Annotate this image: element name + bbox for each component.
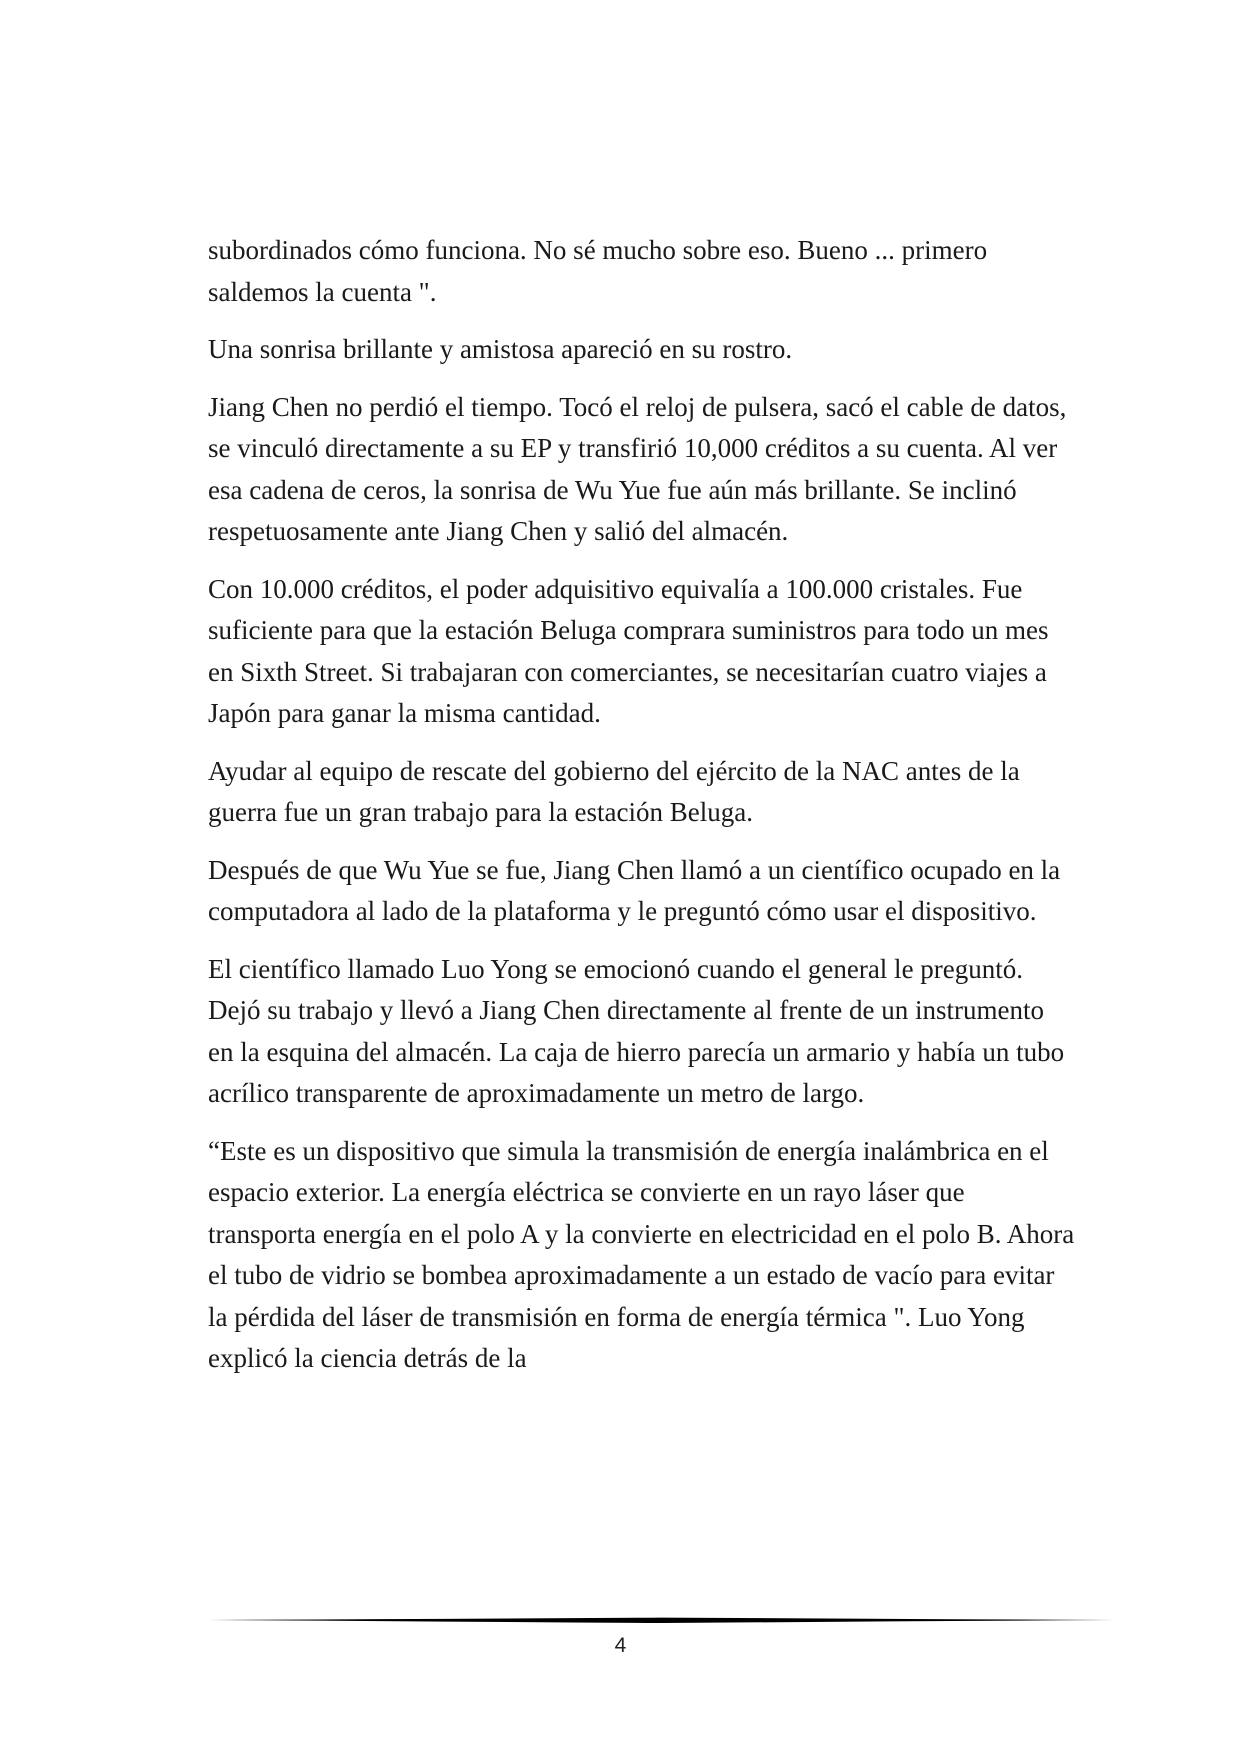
paragraph-1: subordinados cómo funciona. No sé mucho sobre eso. Bueno ... primero saldemos la cuenta ".: [208, 235, 988, 307]
paragraph-8: “Este es un dispositivo que simula la transmisión de energía inalámbrica en el espacio exterior. La energía eléctrica se convierte en un rayo láser que transporta energía en el polo A y la convierte en electricidad en el polo B. Ahora el tubo de vidrio se bombea aproximadamente a un estado de vacío para evitar la pérdida del láser de transmisión en forma de energía térmica ". Luo Yong explicó la ciencia detrás de la: [208, 1135, 1075, 1373]
paragraph-2: Una sonrisa brillante y amistosa apareció en su rostro.: [208, 334, 793, 364]
paragraph-6: Después de que Wu Yue se fue, Jiang Chen llamó a un científico ocupado en la computadora al lado de la plataforma y le preguntó cómo usar el dispositivo.: [208, 854, 1061, 926]
footer-divider-swell: [208, 1618, 1114, 1623]
paragraph-4: Con 10.000 créditos, el poder adquisitivo equivalía a 100.000 cristales. Fue suficiente para que la estación Beluga comprara suministros para todo un mes en Sixth Street. Si trabajaran con comerciantes, se necesitarían cuatro viajes a Japón para ganar la misma cantidad.: [208, 573, 1049, 728]
paragraph-3: Jiang Chen no perdió el tiempo. Tocó el reloj de pulsera, sacó el cable de datos, se vinculó directamente a su EP y transfirió 10,000 créditos a su cuenta. Al ver esa cadena de ceros, la sonrisa de Wu Yue fue aún más brillante. Se inclinó respetuosamente ante Jiang Chen y salió del almacén.: [208, 391, 1067, 546]
paragraph-5: Ayudar al equipo de rescate del gobierno del ejército de la NAC antes de la guerra fue un gran trabajo para la estación Beluga.: [208, 755, 1020, 827]
body-text: [208, 230, 1076, 1396]
footer-divider: [208, 1612, 1114, 1628]
page-number: 4: [614, 1634, 627, 1657]
paragraph-7: El científico llamado Luo Yong se emocionó cuando el general le preguntó. Dejó su trabajo y llevó a Jiang Chen directamente al frente de un instrumento en la esquina del almacén. La caja de hierro parecía un armario y había un tubo acrílico transparente de aproximadamente un metro de largo.: [208, 953, 1065, 1108]
